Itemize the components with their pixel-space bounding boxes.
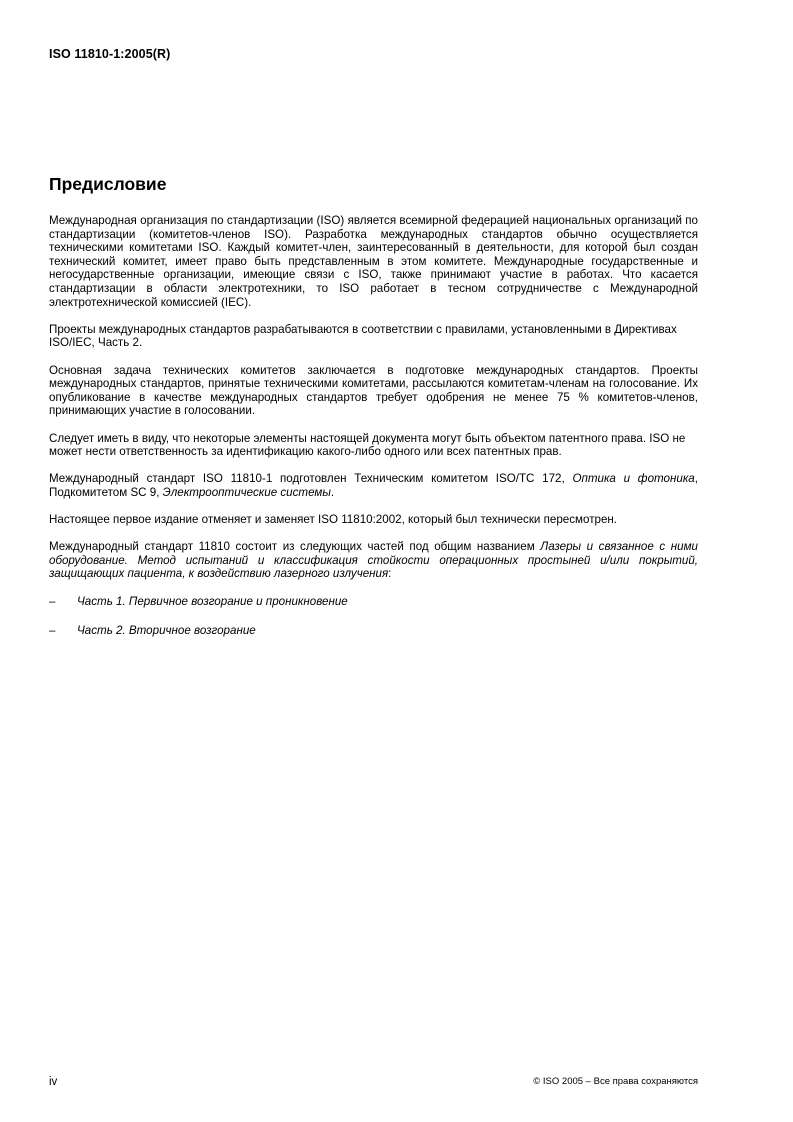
copyright-notice: © ISO 2005 – Все права сохраняются xyxy=(533,1076,698,1087)
paragraph-committee-task: Основная задача технических комитетов заключается в подготовке международных стандартов. Проекты международных стандартов, принятые техническими комитетами, рассылаются комитетам-членам на голосование. Их опубликование в качестве международных стандартов требует одобрения не менее 75 % комитетов-членов, принимающих участие в голосовании. xyxy=(49,363,698,418)
paragraph-patent-notice: Следует иметь в виду, что некоторые элементы настоящей документа могут быть объектом патентного права. ISO не может нести ответственность за идентификацию какого-либо одного или всех патентных прав. xyxy=(49,431,686,459)
document-id: ISO 11810-1:2005(R) xyxy=(49,47,171,61)
paragraph-preparation xyxy=(49,472,698,499)
list-dash: – xyxy=(49,624,56,638)
paragraph-edition: Настоящее первое издание отменяет и заменяет ISO 11810:2002, который был технически пересмотрен. xyxy=(49,513,618,527)
list-dash: – xyxy=(49,594,56,608)
parts-general-title: Лазеры и связанное с ними оборудование. Метод испытаний и классификация стойкости операционных простыней и/или покрытий, защищающих пациента, к воздействию лазерного излучения xyxy=(49,540,698,581)
list-item-text: Часть 1. Первичное возгорание и проникновение xyxy=(77,594,348,608)
preparation-text-a: Международный стандарт ISO 11810-1 подготовлен Техническим комитетом ISO/TC 172, xyxy=(49,472,573,486)
list-item xyxy=(49,595,698,609)
preparation-text-c: . xyxy=(330,485,335,499)
paragraph-drafting-rules: Проекты международных стандартов разрабатываются в соответствии с правилами, установленными в Директивах ISO/IEC, Часть 2. xyxy=(49,322,677,350)
list-item-text: Часть 2. Вторичное возгорание xyxy=(77,624,256,638)
paragraph-parts-intro xyxy=(49,540,698,581)
preparation-subcommittee-name: Электрооптические системы xyxy=(162,485,331,499)
preparation-committee-name: Оптика и фотоника xyxy=(572,472,695,486)
page-title: Предисловие xyxy=(49,174,167,194)
parts-intro-text-a: Международный стандарт 11810 состоит из следующих частей под общим названием xyxy=(49,540,541,554)
list-item xyxy=(49,624,698,638)
preparation-text-b: , Подкомитетом SC 9, xyxy=(49,472,698,499)
parts-intro-text-b: : xyxy=(388,567,392,581)
page-number: iv xyxy=(49,1076,58,1088)
paragraph-iso-organization: Международная организация по стандартизации (ISO) является всемирной федерацией национальных организаций по стандартизации (комитетов-членов ISO). Разработка международных стандартов обычно осуществляется техническими комитетами ISO. Каждый комитет-член, заинтересованный в деятельности, для которой был создан технический комитет, имеет право быть представленным в этом комитете. Международные государственные и негосударственные организации, имеющие связи с ISO, также принимают участие в работах. Что касается стандартизации в области электротехники, то ISO работает в тесном сотрудничестве с Международной электротехнической комиссией (IEC). xyxy=(49,214,698,309)
foreword-body xyxy=(49,214,698,654)
